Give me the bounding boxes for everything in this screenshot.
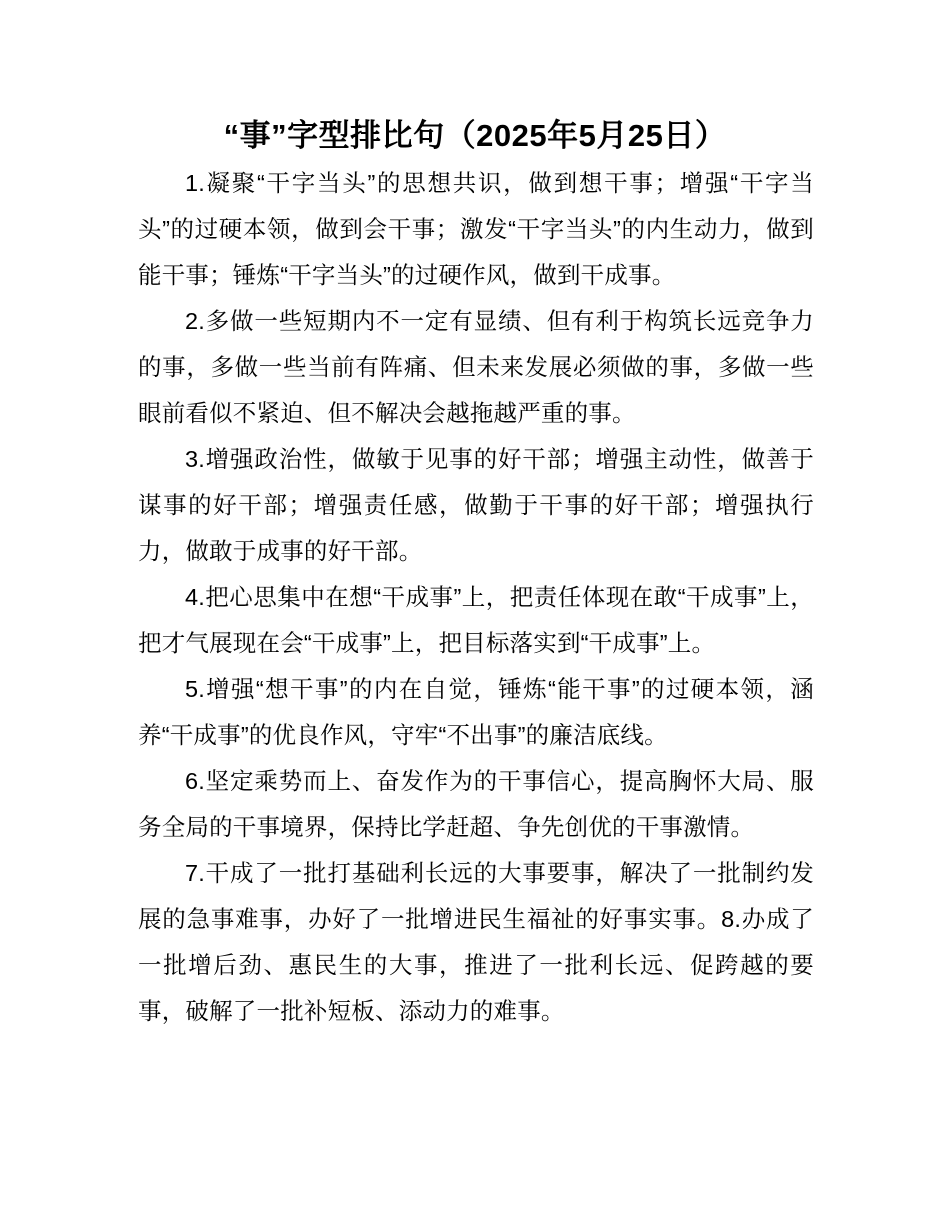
paragraph-3: 3.增强政治性，做敏于见事的好干部；增强主动性，做善于谋事的好干部；增强责任感，做勤于干事的好干部；增强执行力，做敢于成事的好干部。 bbox=[138, 446, 814, 564]
page-title: “事”字型排比句（2025年5月25日） bbox=[223, 117, 727, 153]
paragraph-5: 5.增强“想干事”的内在自觉，锤炼“能干事”的过硬本领，涵养“干成事”的优良作风，守牢“不出事”的廉洁底线。 bbox=[138, 676, 814, 748]
paragraph-6: 6.坚定乘势而上、奋发作为的干事信心，提高胸怀大局、服务全局的干事境界，保持比学赶超、争先创优的干事激情。 bbox=[138, 768, 814, 840]
document-body bbox=[138, 160, 814, 1034]
paragraph-2: 2.多做一些短期内不一定有显绩、但有利于构筑长远竞争力的事，多做一些当前有阵痛、但未来发展必须做的事，多做一些眼前看似不紧迫、但不解决会越拖越严重的事。 bbox=[138, 308, 814, 426]
paragraph-1: 1.凝聚“干字当头”的思想共识，做到想干事；增强“干字当头”的过硬本领，做到会干事；激发“干字当头”的内生动力，做到能干事；锤炼“干字当头”的过硬作风，做到干成事。 bbox=[138, 170, 814, 288]
paragraph-7: 7.干成了一批打基础利长远的大事要事，解决了一批制约发展的急事难事，办好了一批增进民生福祉的好事实事。8.办成了一批增后劲、惠民生的大事，推进了一批利长远、促跨越的要事，破解了一批补短板、添动力的难事。 bbox=[138, 860, 814, 1024]
paragraph-4: 4.把心思集中在想“干成事”上，把责任体现在敢“干成事”上，把才气展现在会“干成事”上，把目标落实到“干成事”上。 bbox=[138, 584, 814, 656]
